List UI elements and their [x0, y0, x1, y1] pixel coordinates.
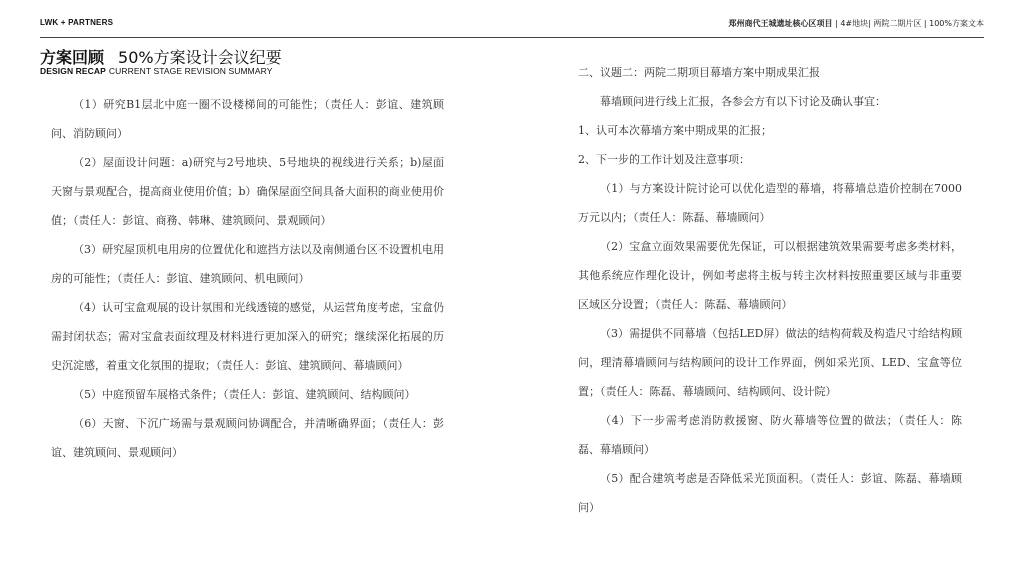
right-item: 1、认可本次幕墙方案中期成果的汇报； [578, 124, 772, 137]
section-heading: 二、议题二：两院二期项目幕墙方案中期成果汇报 [578, 66, 820, 79]
right-item: （4）下一步需考虑消防救援窗、防火幕墙等位置的做法；（责任人：陈磊、幕墙顾问） [578, 414, 962, 456]
brand-logo-text: LWK + PARTNERS [40, 18, 114, 27]
left-item: （4）认可宝盒观展的设计氛围和光线透镜的感觉，从运营角度考虑，宝盒仍需封闭状态；需对宝盒表面纹理及材料进行更加深入的研究；继续深化拓展的历史沉淀感，着重文化氛围的提取；（责任人：彭谊、建筑顾问、幕墙顾问） [51, 301, 444, 372]
right-column [578, 58, 962, 522]
left-item: （3）研究屋顶机电用房的位置优化和遮挡方法以及南侧通台区不设置机电用房的可能性；（责任人：彭谊、建筑顾问、机电顾问） [51, 243, 444, 285]
right-item: （2）宝盒立面效果需要优先保证，可以根据建筑效果需要考虑多类材料，其他系统应作理化设计，例如考虑将主板与转主次材料按照重要区域与非重要区域区分设置；（责任人：陈磊、幕墙顾问） [578, 240, 962, 311]
right-item: （1）与方案设计院讨论可以优化造型的幕墙，将幕墙总造价控制在7000万元以内；（责任人：陈磊、幕墙顾问） [578, 182, 962, 224]
page-title-cn: 方案回顾 [40, 48, 105, 67]
right-item: 幕墙顾问进行线上汇报，各参会方有以下讨论及确认事宜： [600, 95, 886, 108]
project-info [729, 18, 984, 29]
page-header [40, 18, 984, 36]
project-detail: | 4#地块| 两院二期片区 | 100%方案文本 [832, 19, 984, 28]
page-subtitle-cn: 50%方案设计会议纪要 [118, 48, 282, 67]
page-title-en [40, 66, 273, 76]
left-column [51, 90, 444, 467]
page-title [40, 45, 282, 68]
page-subtitle-en: CURRENT STAGE REVISION SUMMARY [108, 66, 273, 76]
right-paragraphs [578, 87, 962, 522]
page-title-en-bold: DESIGN RECAP [40, 66, 106, 76]
header-divider [40, 37, 984, 38]
right-item: 2、下一步的工作计划及注意事项： [578, 153, 750, 166]
left-item: （6）天窗、下沉广场需与景观顾问协调配合，并清晰确界面；（责任人：彭谊、建筑顾问、景观顾问） [51, 417, 444, 459]
left-item: （2）屋面设计问题：a)研究与2号地块、5号地块的视线进行关系；b)屋面天窗与景观配合，提高商业使用价值；b）确保屋面空间具备大面积的商业使用价值；（责任人：彭谊、商務、韩琳、建筑顾问、景观顾问） [51, 156, 444, 227]
right-item: （5）配合建筑考虑是否降低采光顶面积。（责任人：彭谊、陈磊、幕墙顾问） [578, 472, 962, 514]
project-name: 郑州商代王城遗址核心区项目 [728, 19, 833, 28]
right-item: （3）需提供不同幕墙（包括LED屏）做法的结构荷载及构造尺寸给结构顾问，理清幕墙顾问与结构顾问的设计工作界面，例如采光顶、LED、宝盒等位置；（责任人：陈磊、幕墙顾问、结构顾问、设计院） [578, 327, 962, 398]
left-item: （1）研究B1层北中庭一圈不设楼梯间的可能性；（责任人：彭谊、建筑顾问、消防顾问） [51, 98, 444, 140]
left-item: （5）中庭预留车展格式条件；（责任人：彭谊、建筑顾问、结构顾问） [73, 388, 416, 401]
